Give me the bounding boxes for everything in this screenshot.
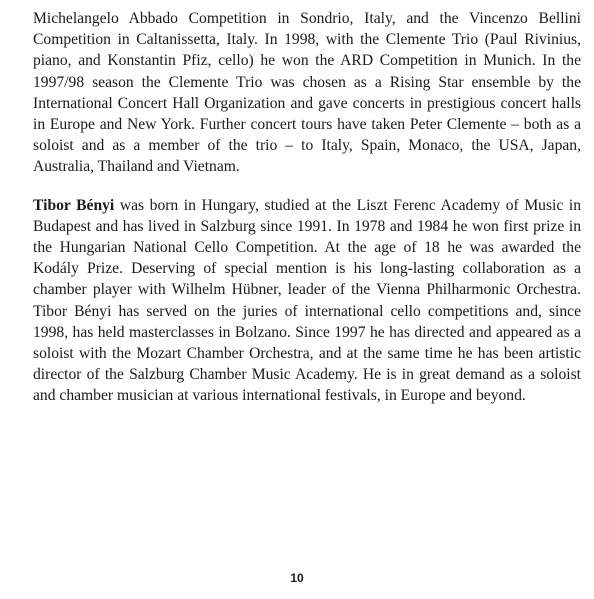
- paragraph-benyi-text: was born in Hungary, studied at the Liszt Ferenc Academy of Music in Budapest and has lived in Salzburg since 1991. In 1978 and 1984 he won first prize in the Hungarian National Cello Competition. At the age of 18 he was awarded the Kodály Prize. Deserving of special mention is his long-lasting collaboration as a chamber player with Wilhelm Hübner, leader of the Vienna Philharmonic Orchestra. Tibor Bényi has served on the juries of international cello competitions and, since 1998, has held masterclasses in Bolzano. Since 1997 he has directed and appeared as a soloist with the Mozart Chamber Orchestra, and at the same time he has been artistic director of the Salzburg Chamber Music Academy. He is in great demand as a soloist and chamber musician at various international festivals, in Europe and beyond.: [33, 196, 581, 405]
- page-number: 10: [290, 571, 304, 585]
- person-name-benyi: Tibor Bényi: [33, 196, 115, 214]
- paragraph-benyi: [33, 195, 581, 407]
- paragraph-clemente: Michelangelo Abbado Competition in Sondrio, Italy, and the Vincenzo Bellini Competition in Caltanissetta, Italy. In 1998, with the Clemente Trio (Paul Rivinius, piano, and Konstantin Pfiz, cello) he won the ARD Competition in Munich. In the 1997/98 season the Clemente Trio was chosen as a Rising Star ensemble by the International Concert Hall Organization and gave concerts in prestigious concert halls in Europe and New York. Further concert tours have taken Peter Clemente – both as a soloist and as a member of the trio – to Italy, Spain, Monaco, the USA, Japan, Australia, Thailand and Vietnam.: [33, 10, 581, 176]
- document-page: [33, 8, 581, 407]
